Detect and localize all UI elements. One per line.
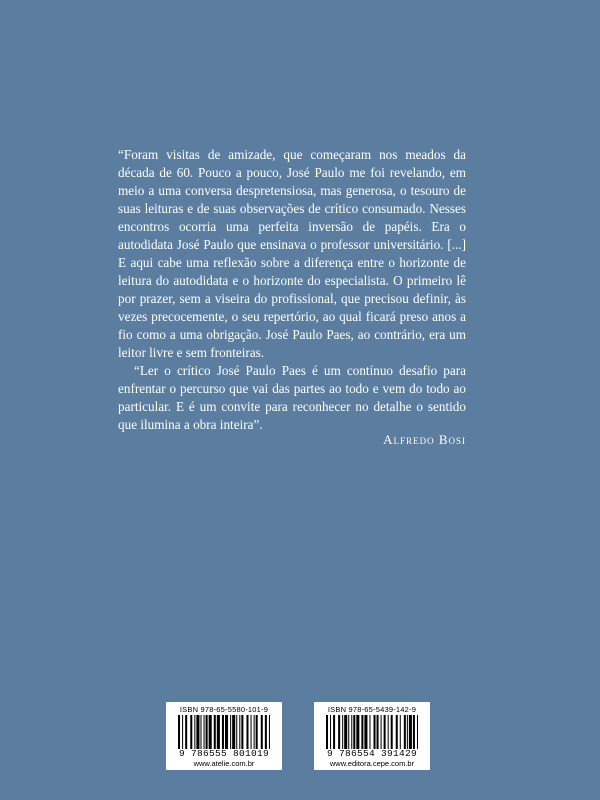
back-cover-quote (118, 146, 466, 434)
barcode-digits: 9 786555 801019 (178, 748, 269, 759)
isbn-label: ISBN 978-65-5580-101-9 (179, 705, 269, 714)
isbn-barcode-cepe (314, 702, 430, 770)
barcode-bars (178, 715, 272, 749)
quote-paragraph-2: “Ler o crítico José Paulo Paes é um contínuo desafio para enfrentar o percurso que vai das partes ao todo e vem do todo ao particular. E é um convite para reconhecer no detalhe o sentido que ilumina a obra inteira”. (118, 363, 466, 432)
isbn-barcode-atelie (166, 702, 282, 770)
barcode-digits: 9 786554 391429 (326, 748, 417, 759)
quote-author: Alfredo Bosi (383, 432, 466, 447)
isbn-label: ISBN 978-65-5439-142-9 (327, 705, 417, 714)
publisher-url: www.editora.cepe.com.br (329, 759, 415, 768)
barcode-bars (326, 715, 420, 749)
quote-paragraph-1: “Foram visitas de amizade, que começaram nos meados da década de 60. Pouco a pouco, José Paulo me foi revelando, em meio a uma conversa despretensiosa, mas generosa, o tesouro de suas leituras e de suas observações de crítico consumado. Nesses encontros ocorria uma perfeita inversão de papéis. Era o autodidata José Paulo que ensinava o professor universitário. [...] E aqui cabe uma reflexão sobre a diferença entre o horizonte de leitura do autodidata e o horizonte do especialista. O primeiro lê por prazer, sem a viseira do profissional, que precisou definir, às vezes precocemente, o seu repertório, ao qual ficará preso anos a fio como a uma obrigação. José Paulo Paes, ao contrário, era um leitor livre e sem fronteiras. (118, 147, 466, 360)
publisher-url: www.atelie.com.br (193, 759, 255, 768)
